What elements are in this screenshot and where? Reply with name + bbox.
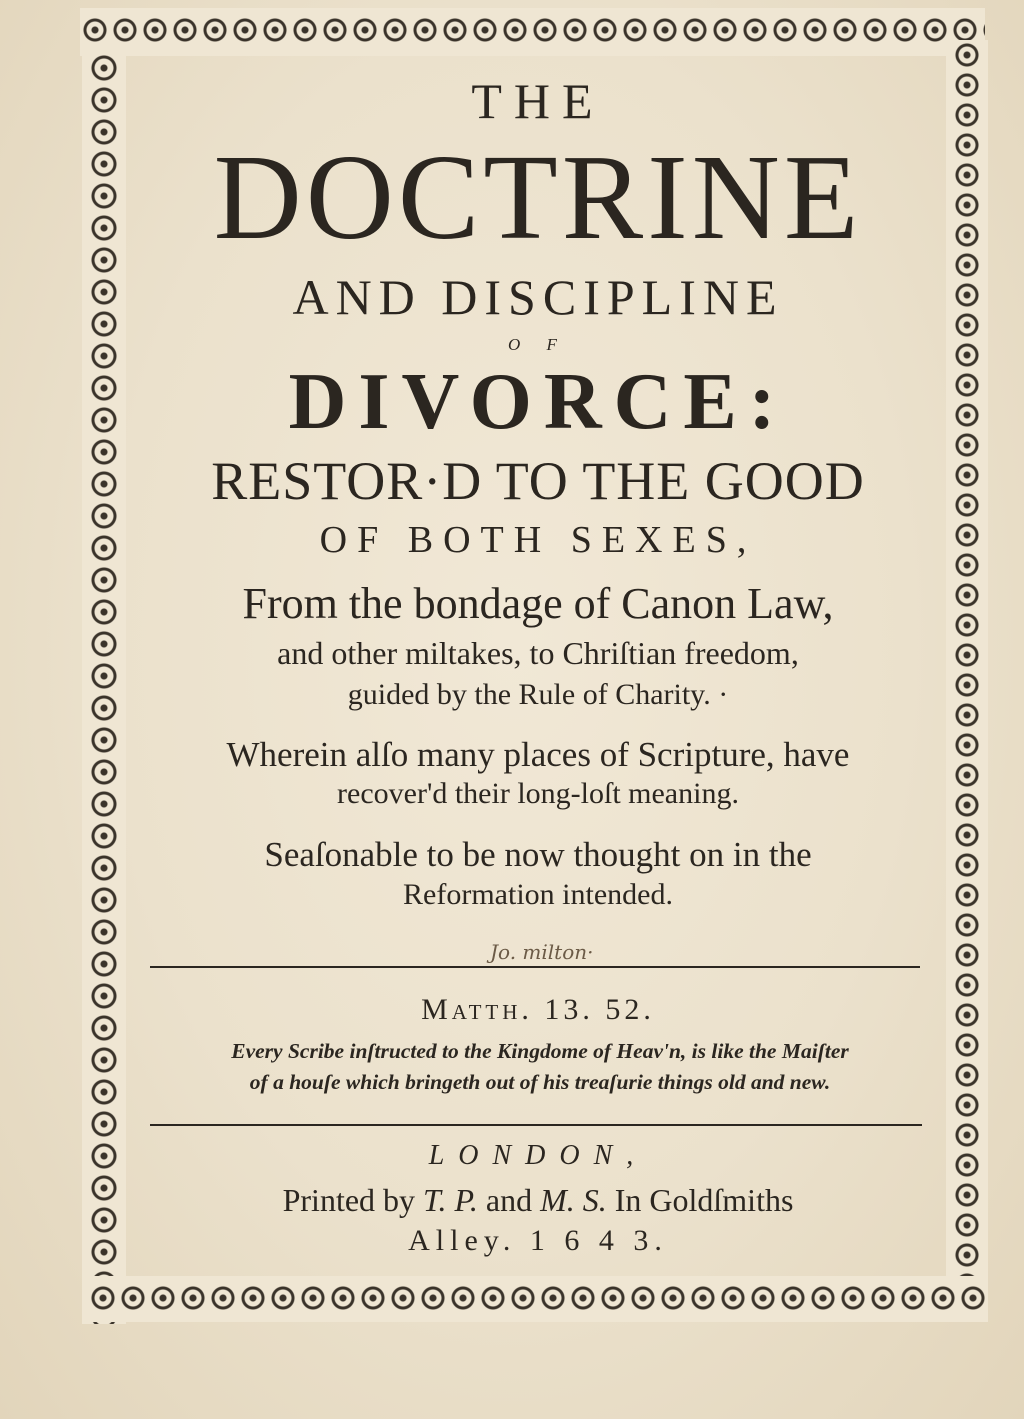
subtitle-both-sexes: OF BOTH SEXES, <box>319 519 757 561</box>
imprint-printer-2: M. S. <box>540 1182 607 1218</box>
epigraph-quote-line-2: of a houſe which bringeth out of his treaſurie things old and new. <box>249 1070 831 1094</box>
subtitle-restord: RESTOR·D TO THE GOOD <box>211 451 865 511</box>
subtitle-reformation: Reformation intended. <box>403 878 673 911</box>
imprint-printer-1: T. P. <box>423 1182 478 1218</box>
subtitle-recover: recover'd their long-loſt meaning. <box>337 777 739 810</box>
subtitle-seasonable: Seaſonable to be now thought on in the <box>264 835 812 874</box>
epigraph-quote <box>140 1036 940 1098</box>
subtitle-guided: guided by the Rule of Charity. · <box>347 678 729 711</box>
imprint-place: LONDON, <box>428 1140 648 1171</box>
title-the: THE <box>471 73 605 129</box>
imprint-alley-year <box>130 1222 946 1260</box>
title-block <box>130 60 946 914</box>
title-doctrine: DOCTRINE <box>213 130 863 265</box>
ornamental-border-right <box>946 40 988 1290</box>
imprint-and: and <box>477 1182 541 1218</box>
subtitle-from: From the bondage of Canon Law, <box>242 579 834 628</box>
ornamental-border-left <box>82 52 126 1324</box>
divider-rule-top <box>150 966 920 968</box>
title-divorce: DIVORCE: <box>288 358 788 446</box>
title-and-discipline: AND DISCIPLINE <box>292 269 784 325</box>
imprint-alley: Alley. <box>408 1224 517 1257</box>
subtitle-wherein: Wherein alſo many places of Scripture, have <box>226 735 850 774</box>
ornamental-border-top <box>80 8 985 56</box>
divider-rule-bottom <box>150 1124 922 1126</box>
subtitle-other: and other miltakes, to Chriſtian freedom, <box>277 635 799 671</box>
title-of: O F <box>508 335 568 354</box>
handwritten-signature: Jo. milton· <box>490 940 594 964</box>
imprint-printed-prefix: Printed by <box>282 1182 424 1218</box>
imprint-year: 1 6 4 3. <box>529 1224 668 1257</box>
epigraph-quote-line-1: Every Scribe inſtructed to the Kingdome of Heav'n, is like the Maiſter <box>231 1039 849 1063</box>
epigraph-reference: Matth. 13. 52. <box>421 993 655 1026</box>
imprint-printed-by <box>130 1180 946 1220</box>
ornamental-border-bottom <box>88 1276 988 1322</box>
imprint-printed-suffix: In Goldſmiths <box>606 1182 794 1218</box>
